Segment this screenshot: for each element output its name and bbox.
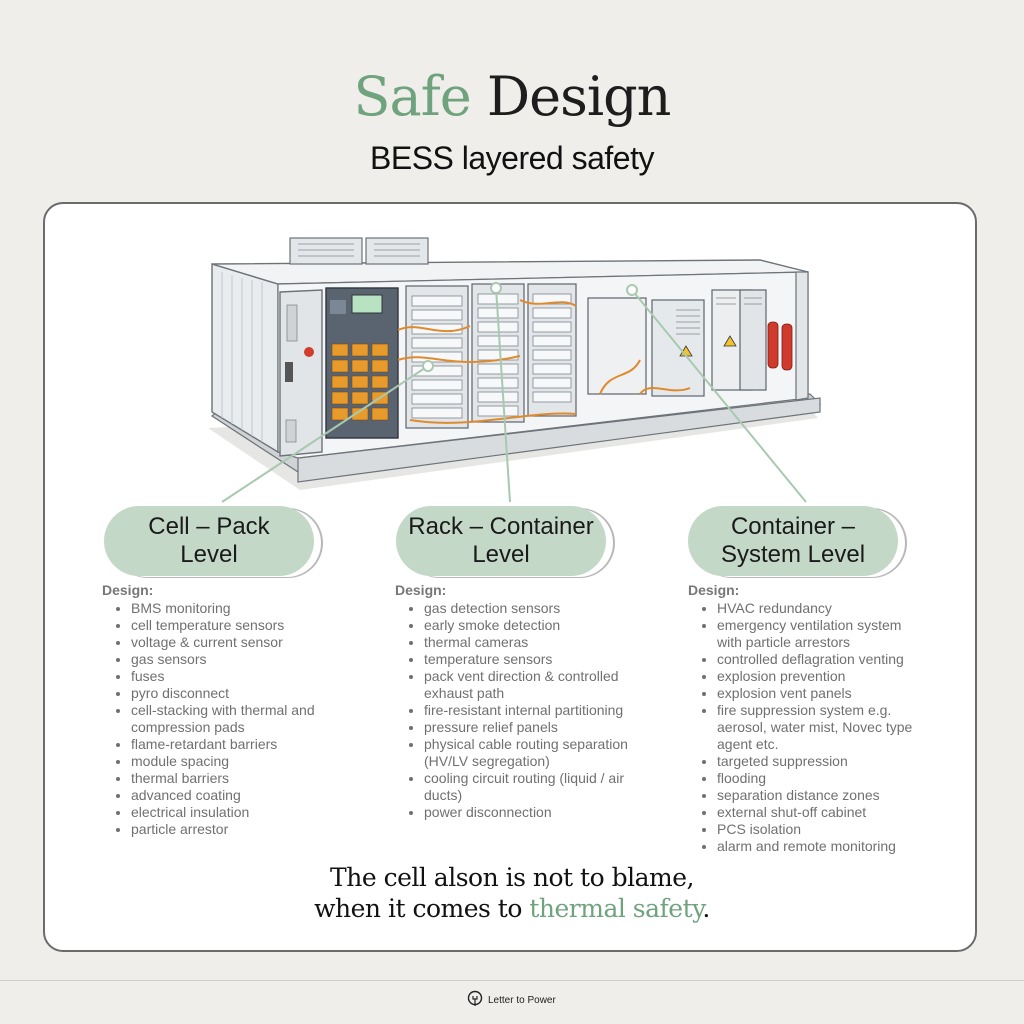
design-item: • fire-resistant internal partitioning (424, 702, 635, 719)
design-item: • early smoke detection (424, 617, 635, 634)
design-item: • particle arrestor (131, 821, 342, 838)
design-item: • cell temperature sensors (131, 617, 342, 634)
design-item: • separation distance zones (717, 787, 918, 804)
design-item: • explosion vent panels (717, 685, 918, 702)
design-item: • fire suppression system e.g. aerosol, water mist, Novec type agent etc. (717, 702, 918, 753)
design-item: • targeted suppression (717, 753, 918, 770)
design-item: • gas detection sensors (424, 600, 635, 617)
page-title: Safe Design (353, 65, 671, 128)
design-items (395, 600, 635, 821)
design-item: • alarm and remote monitoring (717, 838, 918, 855)
footer-divider (0, 980, 1024, 981)
design-item: • cooling circuit routing (liquid / air ducts) (424, 770, 635, 804)
design-item: • pyro disconnect (131, 685, 342, 702)
design-item: • flooding (717, 770, 918, 787)
design-items (688, 600, 918, 855)
design-item: • controlled deflagration venting (717, 651, 918, 668)
design-item: • emergency ventilation system with particle arrestors (717, 617, 918, 651)
brand-name: Letter to Power (488, 994, 556, 1006)
design-item: • pack vent direction & controlled exhaust path (424, 668, 635, 702)
design-list-rack-container (395, 582, 635, 821)
design-list-cell-pack (102, 582, 342, 838)
level-pill-container-system: Container – System Level (688, 506, 898, 576)
design-item: • cell-stacking with thermal and compression pads (131, 702, 342, 736)
level-pill-rack-container: Rack – Container Level (396, 506, 606, 576)
lightbulb-plug-icon (466, 990, 484, 1011)
design-item: • external shut-off cabinet (717, 804, 918, 821)
design-item: • voltage & current sensor (131, 634, 342, 651)
tagline: The cell alson is not to blame, when it comes to thermal safety. (314, 863, 710, 923)
design-list-container-system (688, 582, 918, 855)
design-heading: Design: (688, 582, 740, 598)
design-item: • power disconnection (424, 804, 635, 821)
design-item: • pressure relief panels (424, 719, 635, 736)
design-item: • thermal cameras (424, 634, 635, 651)
design-item: • thermal barriers (131, 770, 342, 787)
design-item: • physical cable routing separation (HV/LV segregation) (424, 736, 635, 770)
design-item: • temperature sensors (424, 651, 635, 668)
design-item: • gas sensors (131, 651, 342, 668)
design-item: • advanced coating (131, 787, 342, 804)
design-items (102, 600, 342, 838)
design-heading: Design: (102, 582, 154, 598)
design-item: • fuses (131, 668, 342, 685)
design-item: • explosion prevention (717, 668, 918, 685)
design-heading: Design: (395, 582, 447, 598)
design-item: • module spacing (131, 753, 342, 770)
design-item: • BMS monitoring (131, 600, 342, 617)
design-item: • flame-retardant barriers (131, 736, 342, 753)
design-item: • PCS isolation (717, 821, 918, 838)
page-subtitle: BESS layered safety (370, 140, 654, 176)
footer-brand[interactable] (466, 990, 556, 1010)
design-item: • electrical insulation (131, 804, 342, 821)
level-pill-cell-pack: Cell – Pack Level (104, 506, 314, 576)
design-item: • HVAC redundancy (717, 600, 918, 617)
